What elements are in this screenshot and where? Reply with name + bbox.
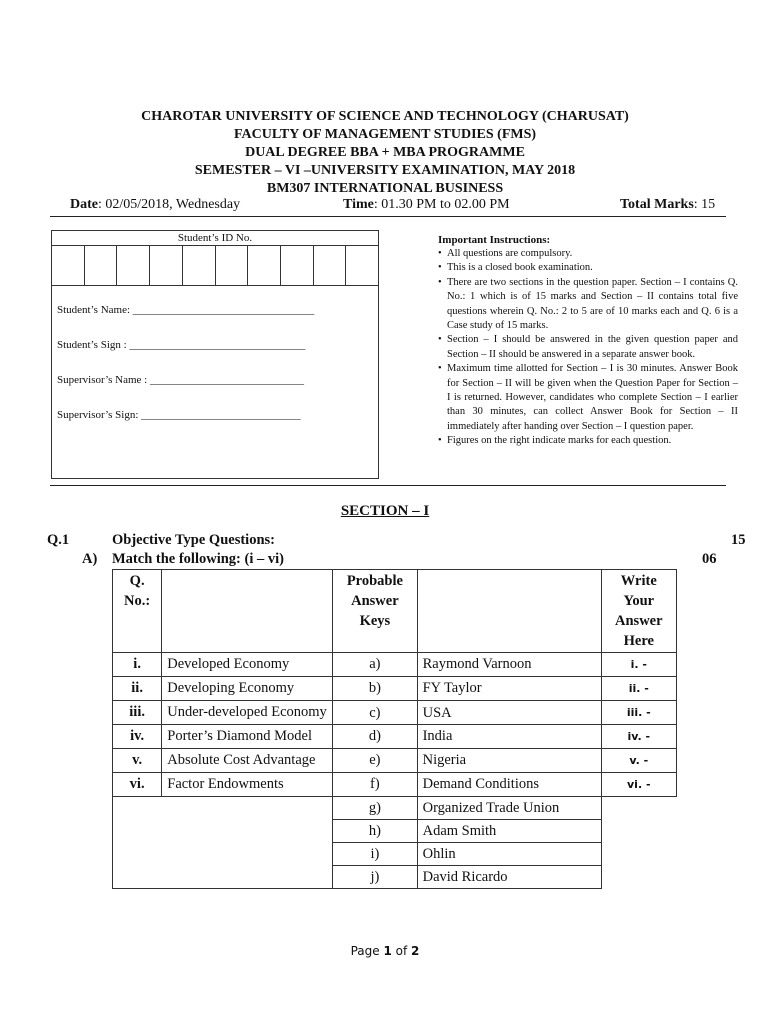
table-row bbox=[113, 773, 677, 797]
university-name: CHAROTAR UNIVERSITY OF SCIENCE AND TECHNOLOGY (CHARUSAT) bbox=[141, 109, 629, 124]
student-details-box bbox=[51, 230, 379, 479]
id-cell[interactable] bbox=[150, 245, 183, 285]
exam-time bbox=[343, 197, 510, 213]
table-header-row bbox=[113, 570, 677, 653]
marks-value: : 15 bbox=[693, 197, 716, 212]
id-cell[interactable] bbox=[281, 245, 314, 285]
section-title: SECTION – I bbox=[340, 503, 430, 519]
header-write-answer: Write Your Answer Here bbox=[601, 570, 676, 653]
header-blank bbox=[417, 570, 601, 653]
part-title: Match the following: (i – vi) bbox=[112, 551, 284, 567]
programme-name: DUAL DEGREE BBA + MBA PROGRAMME bbox=[245, 145, 525, 160]
row-answer: Adam Smith bbox=[417, 820, 601, 843]
marks-label: Total Marks bbox=[620, 197, 694, 212]
date-value: : 02/05/2018, Wednesday bbox=[98, 197, 241, 212]
instructions-title: Important Instructions: bbox=[438, 234, 551, 246]
row-item: Absolute Cost Advantage bbox=[162, 749, 333, 773]
header-divider bbox=[50, 216, 726, 217]
student-sign-field[interactable]: Student’s Sign : ________________________________ bbox=[57, 339, 306, 351]
row-answer: Nigeria bbox=[417, 749, 601, 773]
row-answer: Demand Conditions bbox=[417, 773, 601, 797]
row-key: f) bbox=[333, 773, 417, 797]
instruction-item: • This is a closed book examination. bbox=[438, 261, 738, 275]
row-key: i) bbox=[333, 843, 417, 866]
row-number: iv. bbox=[113, 725, 162, 749]
header-answer-keys: Probable Answer Keys bbox=[333, 570, 417, 653]
total-marks bbox=[620, 197, 715, 213]
student-id-label: Student’s ID No. bbox=[52, 231, 378, 246]
blank-block bbox=[601, 797, 676, 889]
page-current: 1 bbox=[383, 944, 392, 958]
row-answer: FY Taylor bbox=[417, 677, 601, 701]
instruction-item: • Maximum time allotted for Section – I is 30 minutes. Answer Book for Section – II will be given when the Question Paper for Section – I is returned. However, candidates who complete Section – I earlier than 30 minutes, can collect Answer Book for Section – II immediately after handing over Section – I question paper. bbox=[438, 362, 738, 434]
row-answer: Ohlin bbox=[417, 843, 601, 866]
date-label: Date bbox=[70, 197, 98, 212]
instruction-item: • There are two sections in the question paper. Section – I contains Q. No.: 1 which is of 15 marks and Section – II contains total five questions wherein Q. No.: 2 to 5 are of 10 marks each and Q. 6 is a Case study of 15 marks. bbox=[438, 276, 738, 334]
row-key: j) bbox=[333, 866, 417, 889]
supervisor-sign-field[interactable]: Supervisor’s Sign: _____________________________ bbox=[57, 409, 301, 421]
id-cell[interactable] bbox=[183, 245, 216, 285]
answer-prompt: ii. - bbox=[628, 682, 649, 695]
answer-cell[interactable] bbox=[601, 701, 676, 725]
student-id-cells[interactable] bbox=[52, 245, 378, 286]
row-key: e) bbox=[333, 749, 417, 773]
table-row bbox=[113, 677, 677, 701]
page-number bbox=[0, 944, 770, 958]
row-item: Developing Economy bbox=[162, 677, 333, 701]
row-key: d) bbox=[333, 725, 417, 749]
row-key: a) bbox=[333, 653, 417, 677]
answer-prompt: iii. - bbox=[626, 706, 651, 719]
instructions-list bbox=[438, 247, 738, 449]
table-row bbox=[113, 797, 677, 820]
header-blank bbox=[162, 570, 333, 653]
row-answer: Raymond Varnoon bbox=[417, 653, 601, 677]
page-of: of bbox=[391, 944, 412, 958]
id-cell[interactable] bbox=[85, 245, 118, 285]
id-cell[interactable] bbox=[216, 245, 249, 285]
table-row bbox=[113, 749, 677, 773]
faculty-name: FACULTY OF MANAGEMENT STUDIES (FMS) bbox=[233, 127, 537, 142]
page-prefix: Page bbox=[350, 944, 384, 958]
id-cell[interactable] bbox=[248, 245, 281, 285]
row-item: Factor Endowments bbox=[162, 773, 333, 797]
row-item: Under-developed Economy bbox=[162, 701, 333, 725]
table-row bbox=[113, 653, 677, 677]
exam-date bbox=[70, 197, 240, 213]
table-row bbox=[113, 725, 677, 749]
answer-cell[interactable] bbox=[601, 677, 676, 701]
question-title: Objective Type Questions: bbox=[112, 532, 275, 548]
id-cell[interactable] bbox=[117, 245, 150, 285]
row-answer: David Ricardo bbox=[417, 866, 601, 889]
answer-cell[interactable] bbox=[601, 773, 676, 797]
important-instructions bbox=[438, 233, 738, 449]
answer-cell[interactable] bbox=[601, 725, 676, 749]
instruction-item: • Figures on the right indicate marks for each question. bbox=[438, 434, 738, 448]
answer-prompt: iv. - bbox=[627, 730, 651, 743]
course-title: BM307 INTERNATIONAL BUSINESS bbox=[266, 181, 504, 196]
answer-prompt: vi. - bbox=[627, 778, 651, 791]
row-answer: India bbox=[417, 725, 601, 749]
match-table bbox=[112, 569, 677, 889]
part-label: A) bbox=[82, 551, 98, 567]
id-cell[interactable] bbox=[346, 245, 378, 285]
question-marks: 15 bbox=[731, 532, 746, 548]
row-item: Porter’s Diamond Model bbox=[162, 725, 333, 749]
answer-prompt: v. - bbox=[629, 754, 649, 767]
instruction-item: • All questions are compulsory. bbox=[438, 247, 738, 261]
student-name-field[interactable]: Student’s Name: _________________________________ bbox=[57, 304, 315, 316]
question-number: Q.1 bbox=[47, 532, 70, 548]
row-answer: USA bbox=[417, 701, 601, 725]
row-answer: Organized Trade Union bbox=[417, 797, 601, 820]
instruction-item: • Section – I should be answered in the given question paper and Section – II should be answered in a separate answer book. bbox=[438, 333, 738, 362]
blank-block bbox=[113, 797, 333, 889]
answer-prompt: i. - bbox=[630, 658, 647, 671]
row-number: ii. bbox=[113, 677, 162, 701]
row-item: Developed Economy bbox=[162, 653, 333, 677]
answer-cell[interactable] bbox=[601, 653, 676, 677]
supervisor-name-field[interactable]: Supervisor’s Name : ____________________________ bbox=[57, 374, 304, 386]
page-total: 2 bbox=[411, 944, 420, 958]
row-key: b) bbox=[333, 677, 417, 701]
row-number: iii. bbox=[113, 701, 162, 725]
time-value: : 01.30 PM to 02.00 PM bbox=[373, 197, 510, 212]
row-key: h) bbox=[333, 820, 417, 843]
row-number: vi. bbox=[113, 773, 162, 797]
table-row bbox=[113, 701, 677, 725]
exam-title: SEMESTER – VI –UNIVERSITY EXAMINATION, MAY 2018 bbox=[194, 163, 576, 178]
row-key: g) bbox=[333, 797, 417, 820]
row-key: c) bbox=[333, 701, 417, 725]
header-qno: Q. No.: bbox=[113, 570, 162, 653]
part-marks: 06 bbox=[702, 551, 717, 567]
answer-cell[interactable] bbox=[601, 749, 676, 773]
row-number: i. bbox=[113, 653, 162, 677]
row-number: v. bbox=[113, 749, 162, 773]
id-cell[interactable] bbox=[52, 245, 85, 285]
id-cell[interactable] bbox=[314, 245, 347, 285]
section-divider bbox=[50, 485, 726, 486]
time-label: Time bbox=[343, 197, 374, 212]
